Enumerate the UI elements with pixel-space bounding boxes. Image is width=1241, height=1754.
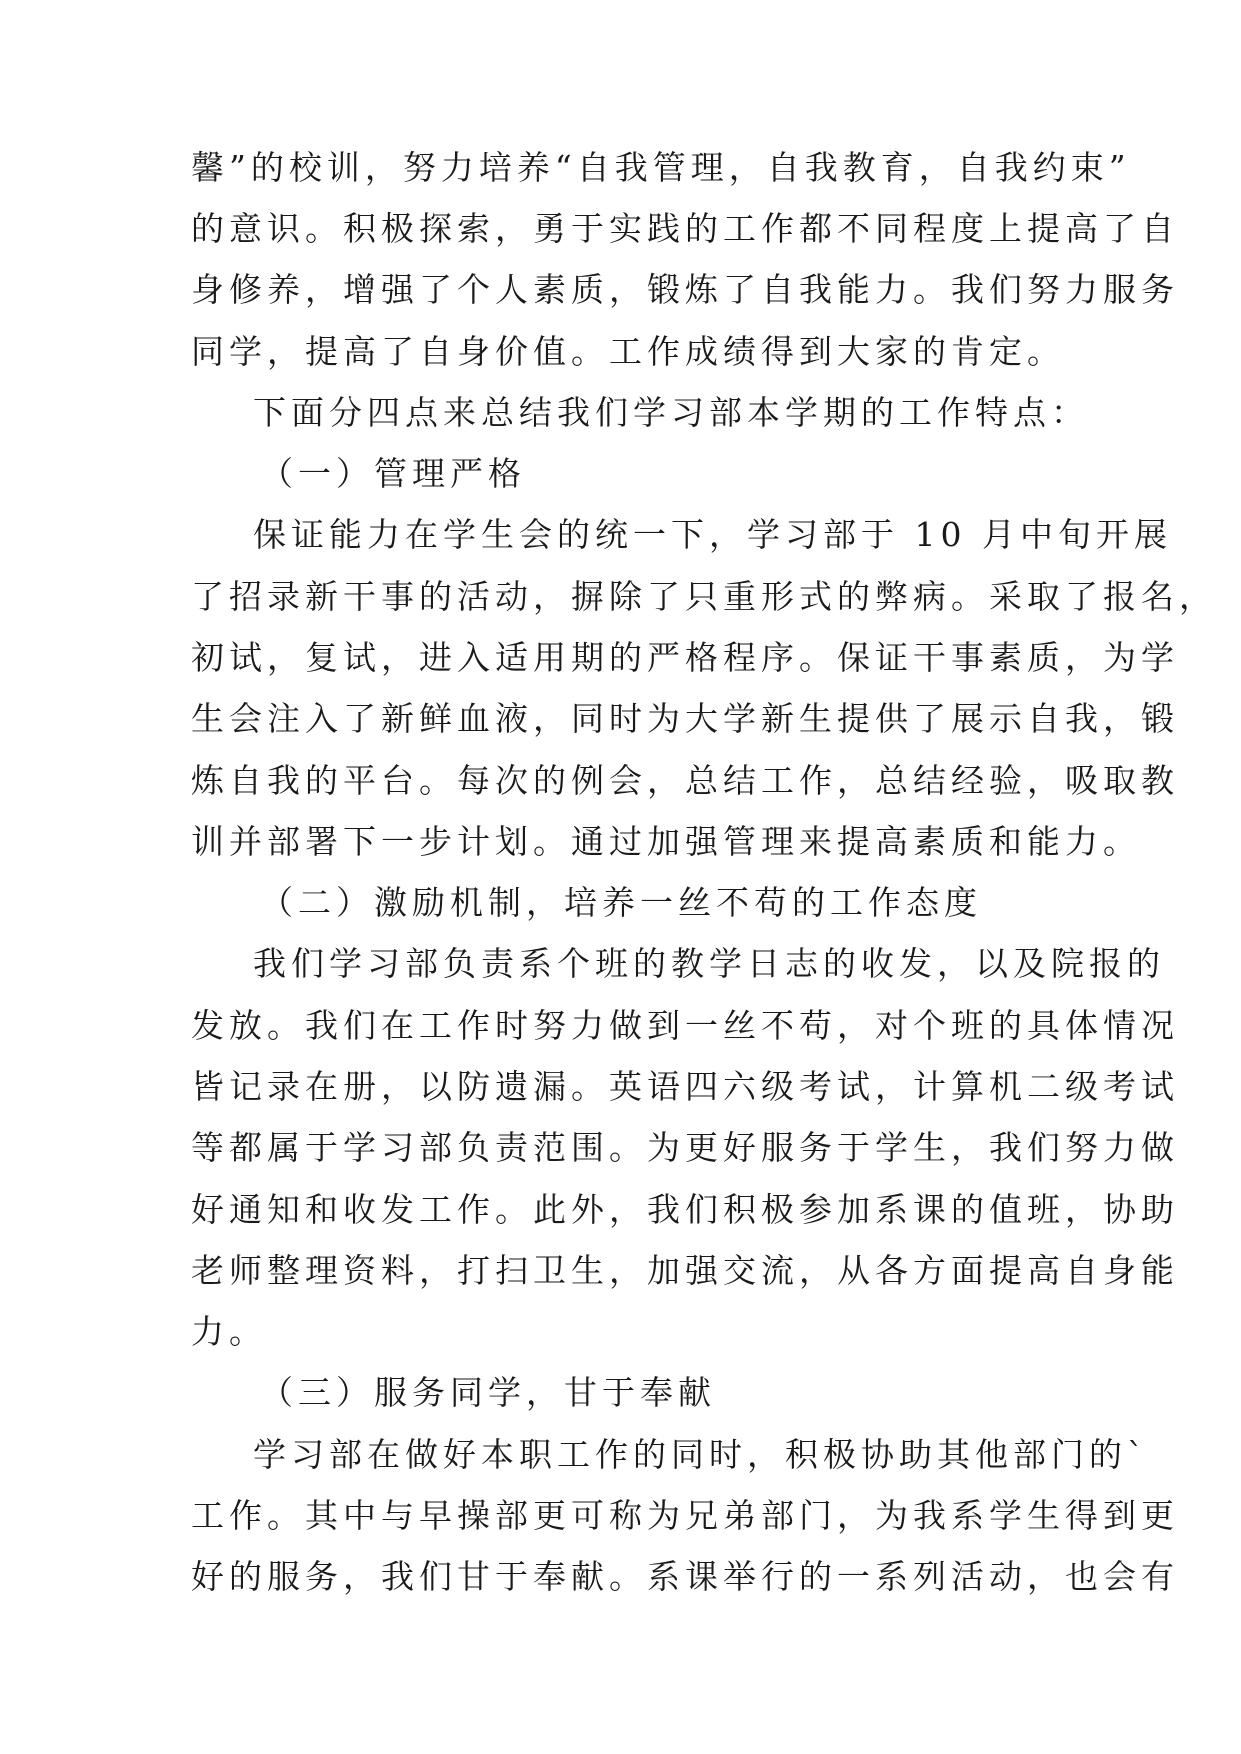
paragraph-line: 等都属于学习部负责范围。为更好服务于学生，我们努力做 [191, 1128, 1179, 1167]
paragraph-line: 初试，复试，进入适用期的严格程序。保证干事素质，为学 [191, 638, 1179, 677]
paragraph-line: 好的服务，我们甘于奉献。系课举行的一系列活动，也会有 [191, 1557, 1179, 1596]
section-heading: （一）管理严格 [260, 454, 526, 493]
paragraph-line: 训并部署下一步计划。通过加强管理来提高素质和能力。 [191, 822, 1141, 861]
paragraph-line: 馨”的校训，努力培养“自我管理，自我教育，自我约束” [191, 148, 1131, 187]
paragraph-line: 好通知和收发工作。此外，我们积极参加系课的值班，协助 [191, 1190, 1179, 1229]
section-heading: （二）激励机制，培养一丝不苟的工作态度 [260, 883, 982, 922]
paragraph-line: 保证能力在学生会的统一下，学习部于 10 月中旬开展 [253, 515, 1172, 554]
paragraph-line: 皆记录在册，以防遗漏。英语四六级考试，计算机二级考试 [191, 1067, 1179, 1106]
paragraph-line: 了招录新干事的活动，摒除了只重形式的弊病。采取了报名， [191, 577, 1217, 616]
paragraph-line: 身修养，增强了个人素质，锻炼了自我能力。我们努力服务 [191, 270, 1179, 309]
paragraph-line: 我们学习部负责系个班的教学日志的收发，以及院报的 [253, 944, 1165, 983]
paragraph-line: 学习部在做好本职工作的同时，积极协助其他部门的` [253, 1435, 1149, 1474]
paragraph-line: 力。 [191, 1312, 267, 1351]
paragraph-line: 的意识。积极探索，勇于实践的工作都不同程度上提高了自 [191, 209, 1179, 248]
paragraph-line: 炼自我的平台。每次的例会，总结工作，总结经验，吸取教 [191, 761, 1179, 800]
paragraph-line: 发放。我们在工作时努力做到一丝不苟，对个班的具体情况 [191, 1006, 1179, 1045]
paragraph-line: 下面分四点来总结我们学习部本学期的工作特点： [253, 393, 1089, 432]
paragraph-line: 老师整理资料，打扫卫生，加强交流，从各方面提高自身能 [191, 1251, 1179, 1290]
section-heading: （三）服务同学，甘于奉献 [260, 1373, 716, 1412]
paragraph-line: 生会注入了新鲜血液，同时为大学新生提供了展示自我，锻 [191, 699, 1179, 738]
paragraph-line: 工作。其中与早操部更可称为兄弟部门，为我系学生得到更 [191, 1496, 1179, 1535]
paragraph-line: 同学，提高了自身价值。工作成绩得到大家的肯定。 [191, 332, 1065, 371]
